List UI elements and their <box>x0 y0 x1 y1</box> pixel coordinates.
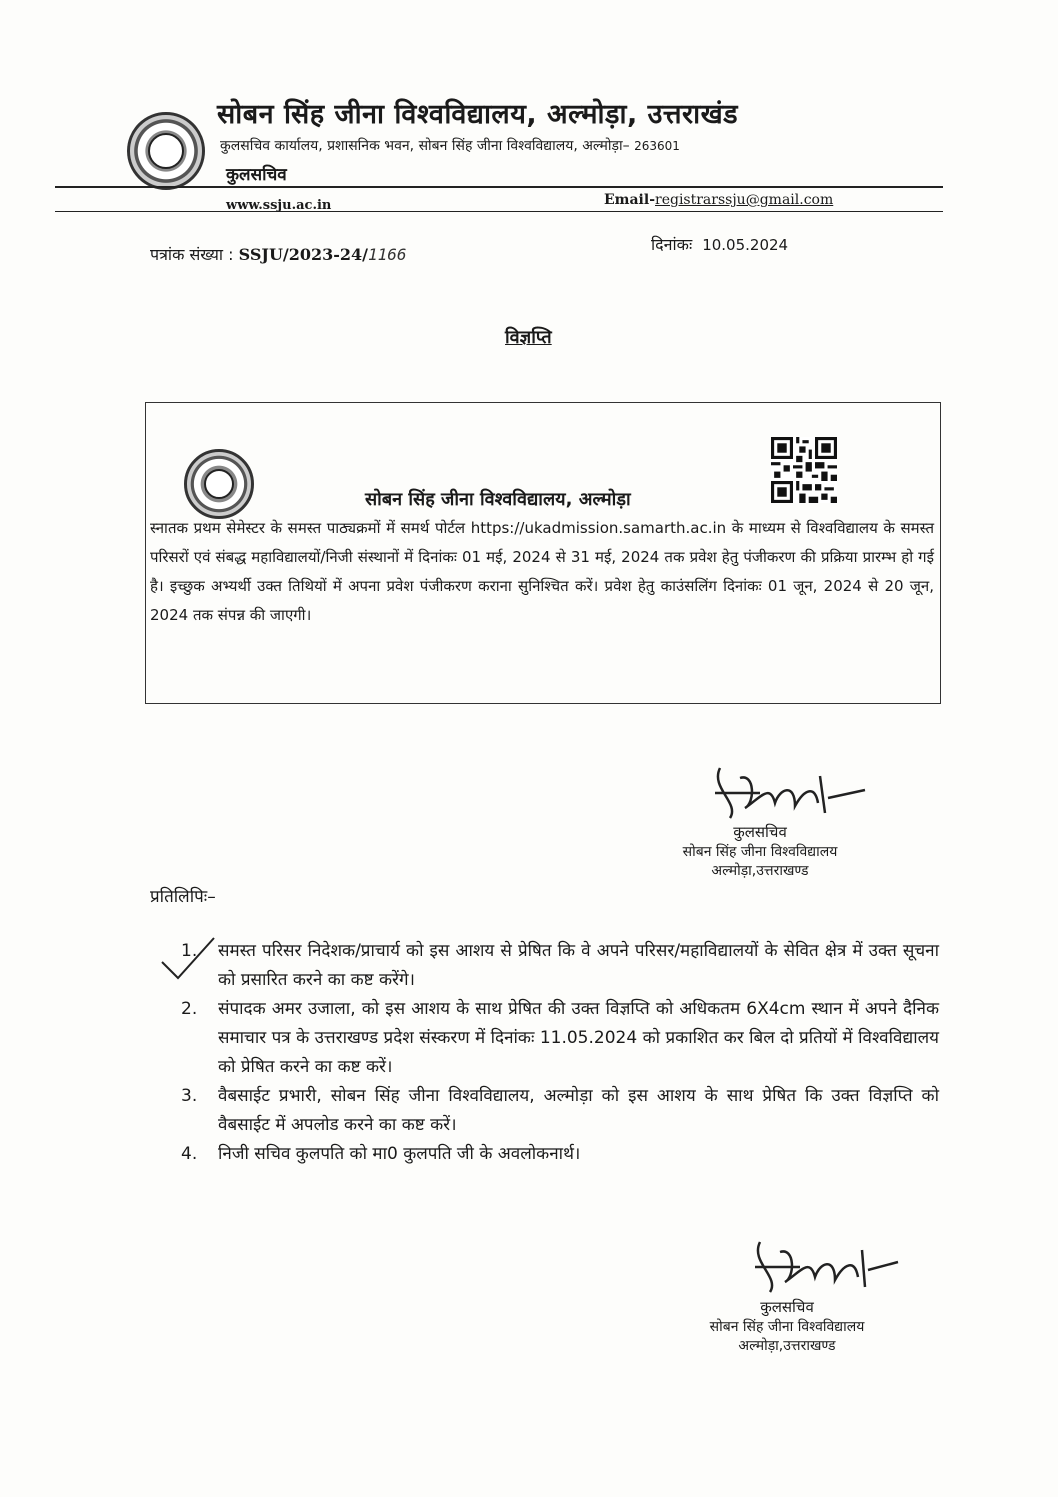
header-rule-top <box>55 186 943 188</box>
list-item: 3. वैबसाईट प्रभारी, सोबन सिंह जीना विश्वविद्यालय, अल्मोड़ा को इस आशय के साथ प्रेषित कि उक्त विज्ञप्ति को वैबसाईट में अपलोड करने का कष्ट करें। <box>181 1086 939 1135</box>
signatory-place: अल्मोड़ा,उत्तराखण्ड <box>738 1338 836 1354</box>
signature-1-block <box>640 822 880 880</box>
list-item: 4. निजी सचिव कुलपति को मा0 कुलपति जी के अवलोकनार्थ। <box>181 1144 581 1164</box>
pincode: 263601 <box>634 139 680 153</box>
handwritten-number: 1166 <box>368 245 407 264</box>
qr-code-icon <box>771 437 837 503</box>
signature-2 <box>740 1232 900 1302</box>
issue-date: दिनांकः 10.05.2024 <box>651 235 789 254</box>
box-university-name: सोबन सिंह जीना विश्वविद्यालय, अल्मोड़ा <box>365 489 631 510</box>
email-line: Email-registrarssju@gmail.com <box>604 192 834 208</box>
copy-to-label: प्रतिलिपिः– <box>150 887 216 907</box>
email-link[interactable]: registrarssju@gmail.com <box>655 192 834 208</box>
notice-title: विज्ञप्ति <box>505 327 552 348</box>
university-logo <box>127 112 205 190</box>
copy-to-list <box>175 937 939 1169</box>
reference-number: पत्रांक संख्या : SSJU/2023-24/1166 <box>150 245 407 264</box>
signatory-university: सोबन सिंह जीना विश्वविद्यालय <box>682 844 838 860</box>
list-item: 1. समस्त परिसर निदेशक/प्राचार्य को इस आशय से प्रेषित कि वे अपने परिसर/महाविद्यालयों के सेवित क्षेत्र में उक्त सूचना को प्रसारित करने का कष्ट करेंगे। <box>181 941 939 990</box>
signatory-university: सोबन सिंह जीना विश्वविद्यालय <box>709 1319 865 1335</box>
signature-1 <box>700 758 870 828</box>
notice-body: स्नातक प्रथम सेमेस्टर के समस्त पाठ्यक्रमों में समर्थ पोर्टल https://ukadmission.samarth.ac.in के माध्यम से विश्वविद्यालय के समस्त परिसरों एवं संबद्ध महाविद्यालयों/निजी संस्थानों में दिनांकः 01 मई, 2024 से 31 मई, 2024 तक प्रवेश हेतु पंजीकरण की प्रक्रिया प्रारम्भ हो गई है। इच्छुक अभ्यर्थी उक्त तिथियों में अपना प्रवेश पंजीकरण कराना सुनिश्चित करें। प्रवेश हेतु काउंसलिंग दिनांकः 01 जून, 2024 से 20 जून, 2024 तक संपन्न की जाएगी। <box>150 519 934 624</box>
website-link[interactable]: www.ssju.ac.in <box>226 198 332 213</box>
header-rule-bottom <box>55 211 943 212</box>
signature-2-block <box>672 1297 902 1355</box>
list-item: 2. संपादक अमर उजाला, को इस आशय के साथ प्रेषित की उक्त विज्ञप्ति को अधिकतम 6X4cm स्थान में अपने दैनिक समाचार पत्र के उत्तराखण्ड प्रदेश संस्करण में दिनांकः 11.05.2024 को प्रकाशित कर बिल दो प्रतियों में विश्वविद्यालय को प्रेषित करने का कष्ट करें। <box>181 999 939 1077</box>
office-address: कुलसचिव कार्यालय, प्रशासनिक भवन, सोबन सिंह जीना विश्वविद्यालय, अल्मोड़ा– 263601 <box>220 138 680 154</box>
office-title: कुलसचिव <box>226 165 287 185</box>
signatory-place: अल्मोड़ा,उत्तराखण्ड <box>711 863 809 879</box>
signatory-role: कुलसचिव <box>760 1298 814 1316</box>
university-name: सोबन सिंह जीना विश्वविद्यालय, अल्मोड़ा, उत्तराखंड <box>217 99 739 130</box>
signatory-role: कुलसचिव <box>733 823 787 841</box>
box-university-logo <box>184 449 254 519</box>
